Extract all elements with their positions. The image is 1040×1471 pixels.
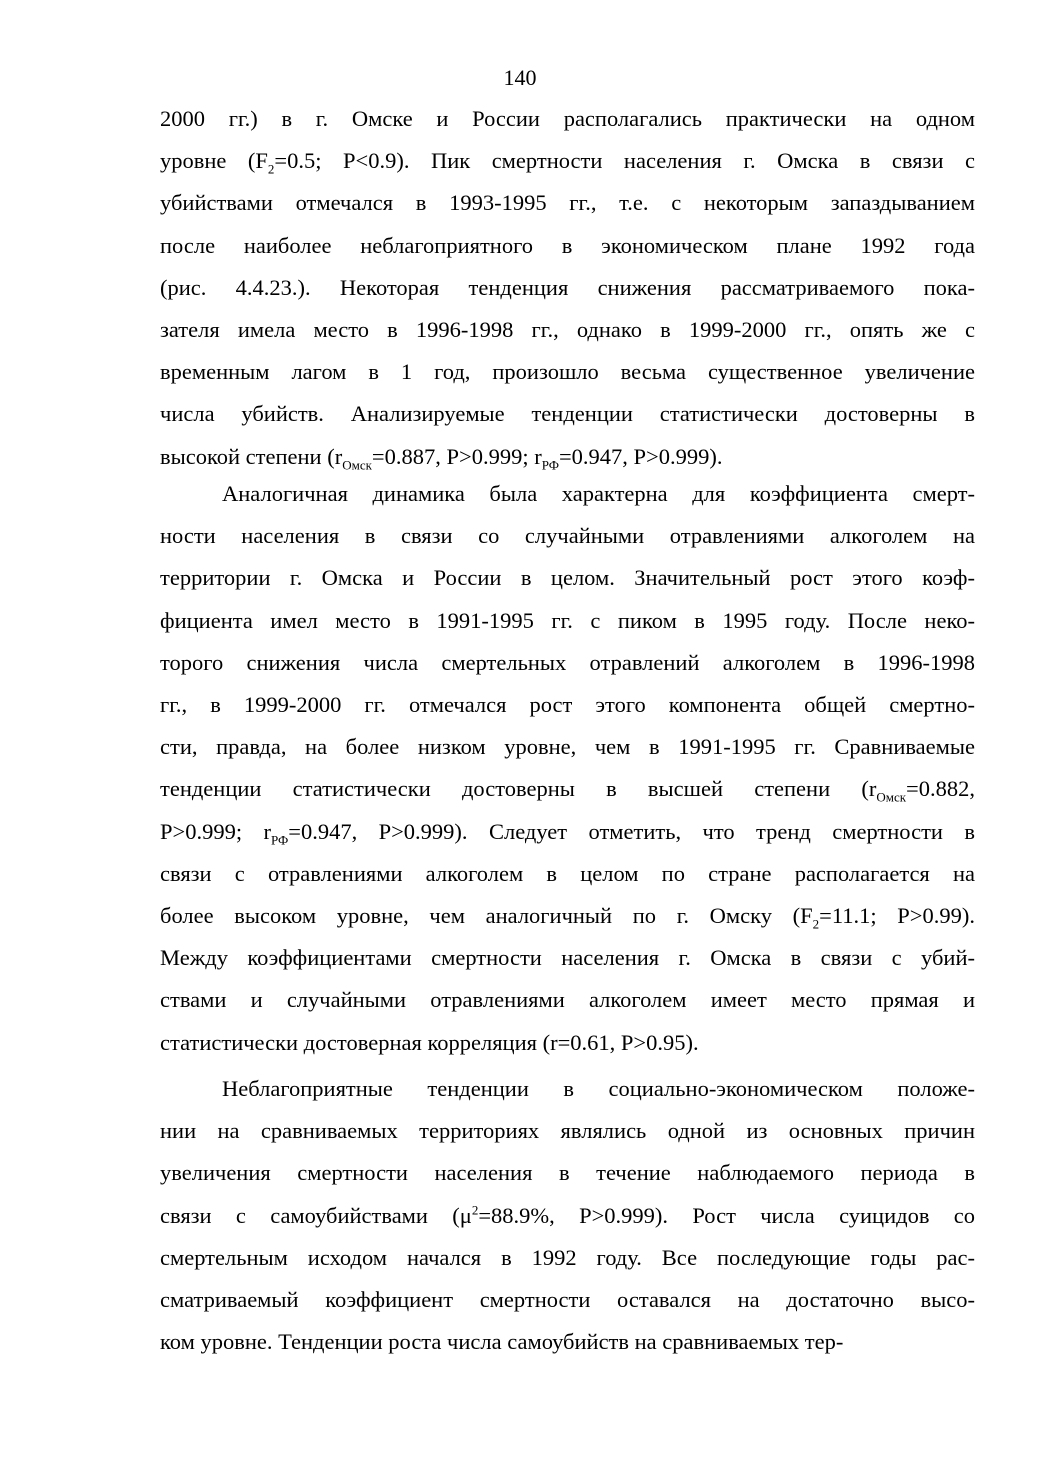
text-run: ности населения в связи со случайными отравлениями алкоголем на — [160, 523, 975, 549]
text-run: убийствами отмечался в 1993-1995 гг., т.е. с некоторым запаздыванием — [160, 190, 975, 216]
text-run: статистически достоверная корреляция (r=0.61, P>0.95). — [160, 1029, 699, 1055]
text-run: ком уровне. Тенденции роста числа самоубийств на сравниваемых тер- — [160, 1329, 844, 1355]
text-line — [160, 732, 975, 762]
text-run: =0.947, P>0.999). — [558, 443, 723, 469]
text-line — [160, 985, 975, 1015]
text-run: Между коэффициентами смертности населения г. Омска в связи с убий- — [160, 945, 975, 971]
text-run: уровне (F — [160, 148, 268, 174]
text-run: после наиболее неблагоприятного в экономическом плане 1992 года — [160, 232, 975, 258]
text-run: высокой степени (r — [160, 443, 343, 469]
subscript: 2 — [267, 161, 275, 177]
superscript: 2 — [471, 1202, 479, 1218]
text-line — [160, 648, 975, 678]
text-run: =0.5; P<0.9). Пик смертности населения г. Омска в связи с — [274, 148, 975, 174]
text-line — [160, 357, 975, 387]
text-line — [160, 1116, 975, 1146]
text-run: числа убийств. Анализируемые тенденции статистически достоверны в — [160, 401, 975, 427]
text-line — [160, 1285, 975, 1315]
text-line — [160, 1243, 975, 1273]
subscript: Омск — [342, 457, 372, 473]
text-run: территории г. Омска и России в целом. Значительный рост этого коэф- — [160, 565, 975, 591]
text-run: более высоком уровне, чем аналогичный по г. Омску (F — [160, 903, 813, 928]
text-line — [160, 231, 975, 261]
text-line — [160, 606, 975, 636]
page-number: 140 — [503, 65, 537, 90]
text-run: сматриваемый коэффициент смертности оставался на достаточно высо- — [160, 1287, 975, 1312]
text-run: фициента имел место в 1991-1995 гг. с пиком в 1995 году. После неко- — [160, 607, 975, 633]
text-run: =0.887, P>0.999; r — [371, 443, 542, 469]
text-line — [160, 901, 975, 931]
text-line — [160, 273, 975, 303]
text-run: ствами и случайными отравлениями алкоголем имеет место прямая и — [160, 987, 975, 1013]
text-run: 2000 гг.) в г. Омске и России располагались практически на одном — [160, 106, 975, 131]
subscript: РФ — [270, 832, 289, 848]
text-line — [160, 943, 975, 973]
text-run: нии на сравниваемых территориях являлись одной из основных причин — [160, 1118, 975, 1144]
text-run: зателя имела место в 1996-1998 гг., однако в 1999-2000 гг., опять же с — [160, 317, 975, 342]
text-run: гг., в 1999-2000 гг. отмечался рост этого компонента общей смертно- — [160, 692, 975, 717]
text-run: =0.882, — [906, 776, 975, 802]
text-line — [160, 399, 975, 429]
text-line — [160, 690, 975, 720]
text-run: Неблагоприятные тенденции в социально-экономическом положе- — [222, 1076, 975, 1101]
text-line — [160, 1028, 975, 1058]
text-line — [160, 146, 975, 176]
text-run: =11.1; P>0.99). — [819, 903, 975, 928]
text-line — [160, 188, 975, 218]
text-run: (рис. 4.4.23.). Некоторая тенденция снижения рассматриваемого пока- — [160, 274, 975, 300]
text-line — [160, 1201, 975, 1231]
text-line — [160, 315, 975, 345]
text-line — [160, 817, 975, 847]
text-run: =0.947, P>0.999). Следует отметить, что тренд смертности в — [288, 818, 975, 844]
text-run: тенденции статистически достоверны в высшей степени (r — [160, 776, 877, 802]
text-line — [160, 1158, 975, 1188]
text-run: сти, правда, на более низком уровне, чем в 1991-1995 гг. Сравниваемые — [160, 734, 975, 760]
subscript: 2 — [812, 916, 820, 932]
text-run: смертельным исходом начался в 1992 году. Все последующие годы рас- — [160, 1244, 975, 1270]
text-line — [160, 104, 975, 134]
text-run: временным лагом в 1 год, произошло весьма существенное увеличение — [160, 359, 975, 385]
text-line — [160, 442, 975, 472]
text-run: P>0.999; r — [160, 818, 271, 844]
text-run: связи с отравлениями алкоголем в целом по стране располагается на — [160, 860, 975, 886]
subscript: РФ — [541, 457, 559, 473]
subscript: Омск — [876, 789, 907, 805]
text-line — [222, 1074, 975, 1104]
text-line — [160, 1327, 975, 1357]
text-line — [160, 774, 975, 804]
text-run: связи с самоубийствами (μ — [160, 1202, 472, 1228]
text-run: =88.9%, P>0.999). Рост числа суицидов со — [478, 1202, 975, 1228]
text-run: Аналогичная динамика была характерна для коэффициента смерт- — [222, 481, 975, 506]
text-run: увеличения смертности населения в течение наблюдаемого периода в — [160, 1160, 975, 1186]
text-line — [160, 859, 975, 889]
text-run: торого снижения числа смертельных отравлений алкоголем в 1996-1998 — [160, 649, 975, 675]
text-line — [160, 563, 975, 593]
text-line — [160, 521, 975, 551]
text-line — [222, 479, 975, 509]
